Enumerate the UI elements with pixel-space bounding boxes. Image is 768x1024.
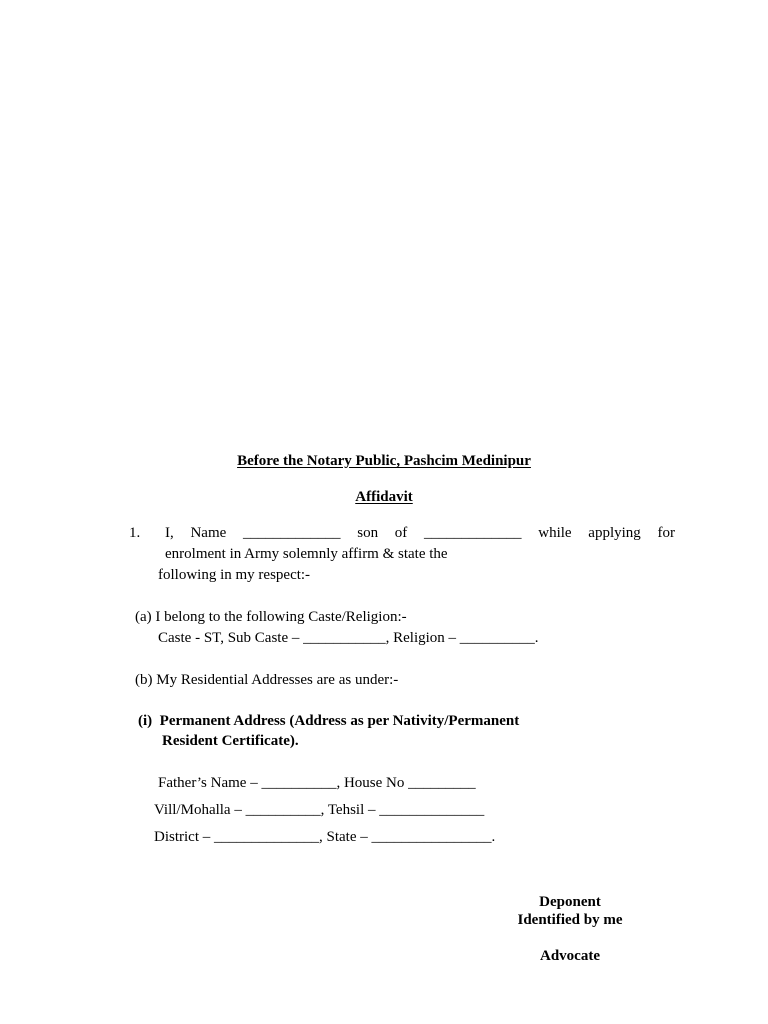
caste-religion-heading: (a) I belong to the following Caste/Religion:- [135,609,407,625]
permanent-address-subheading: Resident Certificate). [162,733,299,749]
name-blank: _____________ [243,525,341,541]
word: I, [165,525,174,541]
word: of [394,525,408,541]
paragraph-number: 1. [129,525,141,541]
paragraph-1-line-1 [165,524,675,542]
document-heading: Before the Notary Public, Pashcim Medinipur [237,453,531,469]
deponent-label: Deponent [539,894,601,910]
advocate-label: Advocate [540,948,600,964]
district-state-line: District – ______________, State – ________________. [154,829,496,845]
fathers-name-house-line: Father’s Name – __________, House No _________ [158,775,476,791]
word: son [357,525,379,541]
word: while [538,525,572,541]
paragraph-1-line-3: following in my respect:- [158,567,311,583]
identified-by-label: Identified by me [517,912,623,928]
word: Name [190,525,227,541]
caste-religion-line: Caste - ST, Sub Caste – ___________, Religion – __________. [158,630,539,646]
word: for [657,525,675,541]
word: applying [588,525,641,541]
document-title: Affidavit [355,489,413,505]
vill-tehsil-line: Vill/Mohalla – __________, Tehsil – ______________ [154,802,485,818]
residential-addresses-heading: (b) My Residential Addresses are as under:- [135,672,399,688]
permanent-address-heading: (i) Permanent Address (Address as per Nativity/Permanent [138,713,520,729]
father-name-blank: _____________ [424,525,522,541]
paragraph-1-line-2: enrolment in Army solemnly affirm & state the [165,546,448,562]
